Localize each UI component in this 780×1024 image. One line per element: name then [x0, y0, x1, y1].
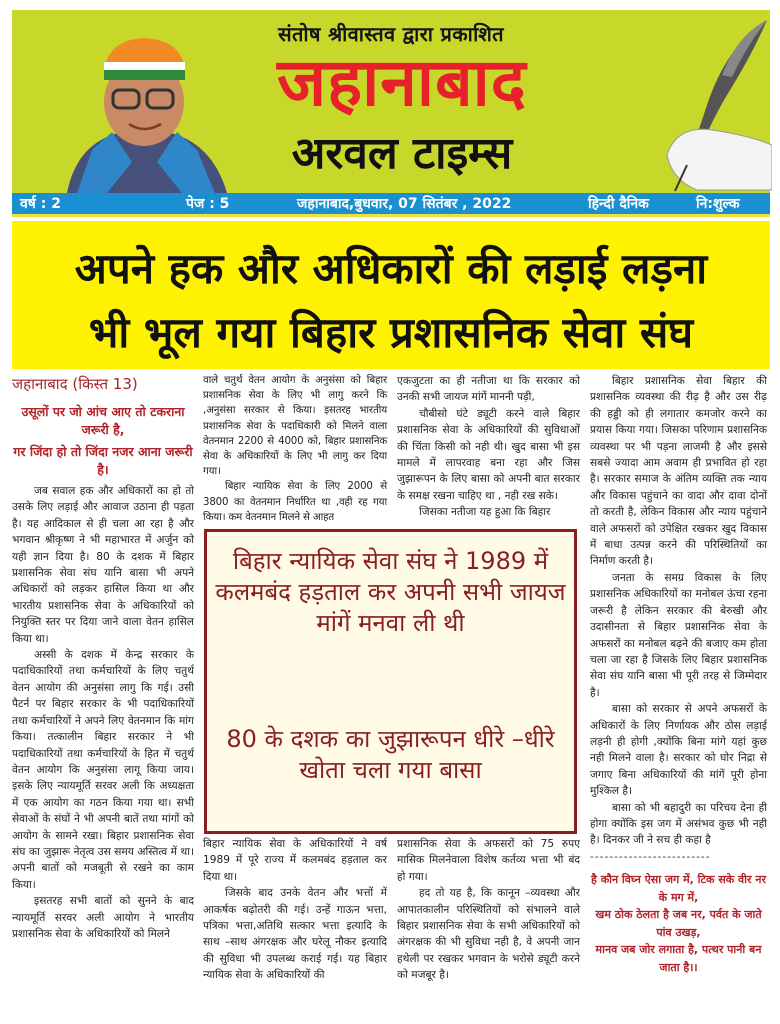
paragraph: हद तो यह है, कि कानून –व्यवस्था और आपातकालीन परिस्थितियों को संभालने वाले बिहार प्रशासनिक सेवा के सभी अधिकारियों को अंगरक्षक की भी सुविधा नही है, वे अपनी जान हथेली पर रखकर भगवान के भरोसे ड्यूटी करने को मजबूर है।	[397, 887, 580, 982]
poem-line: खम ठोक ठेलता है जब नर, पर्वत के जाते पांव उखड़,	[595, 908, 762, 939]
article-dateline: जहानाबाद (किस्त 13)	[12, 375, 138, 393]
article-column-3-continued	[397, 836, 580, 984]
paragraph: वाले चतुर्थ वेतन आयोग के अनुसंसा को बिहार प्रशासनिक सेवा के लिए भी लागु करने कि ,अनुसंसा सरकार से किया। इसतरह भारतीय प्रशासनिक सेवा के पदाधिकारी को मिलने वाला वेतनमान 2200 से 4000 को, बिहार प्रशासनिक सेवा के अधिकारियों के लिए भी लागु कर दिया गया।	[203, 375, 387, 478]
paragraph: इसतरह सभी बातों को सुनने के बाद न्यायमूर्ति सरवर अली आयोग ने भारतीय प्रशासनिक सेवा के अधिकारियों को मिलने	[12, 895, 194, 940]
paragraph: जब सवाल हक और अधिकारों का हो तो उसके लिए लड़ाई और आवाज उठाना ही पड़ता है। यह आदिकाल से ही चला आ रहा है और भगवान श्रीकृष्ण ने भी महाभारत में अर्जुन को यही ज्ञान दिया है। 80 के दशक में बिहार प्रशासनिक सेवा संघ यानि बासा भी अपने अधिकारों को लड़कर हासिल किया था और भारतीय प्रशासनिक सेवा के अधिकारियों को नियुक्ति स्तर पर दिया जाने वाला वेतन हासिल किया था।	[12, 485, 194, 645]
issue-dateline: जहानाबाद,बुधवार, 07 सितंबर , 2022	[297, 196, 512, 212]
issue-info-strip	[12, 193, 770, 214]
paragraph: प्रशासनिक सेवा के अफसरों को 75 रुपए मासिक मिलनेवाला विशेष कर्तव्य भत्ता भी बंद हो गया।	[397, 838, 580, 883]
headline-line-2: भी भूल गया बिहार प्रशासनिक सेवा संघ	[88, 308, 694, 357]
divider	[12, 214, 770, 217]
article-column-2-continued	[203, 836, 387, 984]
paragraph: जिसके बाद उनके वेतन और भत्तों में आकर्षक बढ़ोतरी की गई। उन्हें गाऊन भत्ता, पत्रिका भत्ता,अतिथि सत्कार भत्ता इत्यादि के साथ –साथ अंगरक्षक और घरेलू नौकर इत्यादि की सुविधा भी उपलब्ध कराई गई। यह बिहार न्यायिक सेवा के अधिकारियों की	[203, 887, 387, 982]
masthead	[12, 10, 770, 193]
article-column-3	[397, 373, 580, 521]
quill-pen-icon	[637, 15, 772, 193]
article-column-2	[203, 373, 387, 525]
price: नि:शुल्क	[696, 196, 740, 212]
poem-line: है कौन विघ्न ऐसा जग में, टिक सके वीर नर के मग में,	[591, 873, 766, 904]
headline-line-1: अपने हक और अधिकारों की लड़ाई लड़ना	[74, 244, 708, 293]
poem-verse	[590, 871, 767, 976]
paragraph: एकजुटता का ही नतीजा था कि सरकार को उनकी सभी जायज मांगें माननी पड़ी,	[397, 375, 580, 404]
callout-box	[204, 529, 577, 834]
paragraph: बासा को भी बहादुरी का परिचय देना ही होगा क्योंकि इस जग में असंभव कुछ भी नही है। दिनकर जी ने सच ही कहा है	[590, 801, 767, 847]
publisher-credit: संतोष श्रीवास्तव द्वारा प्रकाशित	[278, 22, 504, 46]
headline-band	[12, 221, 770, 369]
callout-text-2: 80 के दशक का जुझारूपन धीरे –धीरे खोता चला गया बासा	[226, 725, 555, 784]
issue-year: वर्ष : 2	[20, 196, 61, 212]
article-column-4	[590, 373, 767, 976]
paragraph: अस्सी के दशक में केन्द्र सरकार के पदाधिकारियों तथा कर्मचारियों के लिए चतुर्थ वेतन आयोग की अनुसंसा लागु कि गई। उसी पैटर्न पर बिहार सरकार के भी पदाधिकारियों तथा कर्मचारियों ने अपने लिए वेतनमान कि मांग किया। तत्कालीन बिहार सरकार ने भी पदाधिकारियों तथा कर्मचारियों के हित में चतुर्थ वेतन आयोग कि अनुसंसा लागू किया जाय। इसके लिए न्यायमूर्ति सरवर अली कि अध्यक्षता में एक आयोग का गठन किया गया था। सभी सेवाओं के संघों ने भी अपनी बातें तथा मांगों को आयोग के सामने रखा। बिहार प्रशासनिक सेवा संघ का जुझारू नेतृत्व उस समय अस्तित्व में था। अपनी बातों को मजबूती से रखने का काम किया।	[12, 649, 194, 891]
poem-line: मानव जब जोर लगाता है, पत्थर पानी बन जाता है।।	[595, 943, 762, 974]
article-column-1	[12, 373, 194, 942]
paragraph: बासा को सरकार से अपने अफसरों के अधिकारों के लिए निर्णायक और ठोस लड़ाई लड़नी ही होगी ,क्योंकि बिना मांगे यहां कुछ नही मिलने वाला है। सरकार को घोर निद्रा से जगाए बिना अधिकारियों की मांगें पूरी होना मुश्किल है।	[590, 703, 767, 798]
paragraph: जनता के समग्र विकास के लिए प्रशासनिक अधिकारियों का मनोबल ऊंचा रहना जरूरी है लेकिन सरकार की बेरुखी और उदासीनता से बिहार प्रशासनिक सेवा के अफसरों का मनोबल बढ़ने की बजाए कम होता चला जा रहा है जिसके लिए बिहार प्रशासनिक सेवा संघ यानि बासा भी पूरी तरह से जिम्मेदार है।	[590, 571, 767, 699]
newspaper-title: जहानाबाद	[277, 44, 527, 121]
newspaper-subtitle: अरवल टाइम्स	[291, 128, 513, 179]
paragraph: बिहार प्रशासनिक सेवा बिहार की प्रशासनिक व्यवस्था की रीढ़ है और उस रीढ़ की हड्डी को ही लगातार कमजोर करने का प्रयास किया गया। जिसका परिणाम प्रशासनिक व्यवस्था पर भी पड़ना लाजमी है और इससे सबसे ज्यादा आम अवाम ही प्रभावित हो रहा है। सरकार समाज के अंतिम व्यक्ति तक न्याय और विकास पहुंचाने का वादा और दावा दोनों तो करती है, लेकिन विकास और न्याय पहुंचाने वाले अफसरों को उपेक्षित रखकर खुद विकास में बाधा उत्पन्न करने की परिस्थितियों का निर्माण करती है।	[590, 375, 767, 568]
pull-quote-line: उसूलों पर जो आंच आए तो टकराना जरूरी है,	[21, 404, 185, 437]
page-number: पेज : 5	[186, 196, 230, 212]
paragraph: बिहार न्यायिक सेवा के अधिकारियों ने वर्ष 1989 में पूरे राज्य में कलमबंद हड़ताल कर दिया था।	[203, 838, 387, 883]
pull-quote-line: गर जिंदा हो तो जिंदा नजर आना जरूरी है।	[13, 444, 193, 477]
paragraph: बिहार न्यायिक सेवा के लिए 2000 से 3800 का वेतनमान निर्धारित था ,वही रह गया किया। कम वेतनमान मिलने से आहत	[203, 481, 387, 523]
dash-separator: -------------------------	[590, 850, 711, 863]
callout-text-1: बिहार न्यायिक सेवा संघ ने 1989 में कलमबंद हड़ताल कर अपनी सभी जायज मांगें मनवा ली थी	[215, 547, 566, 637]
paragraph: जिसका नतीजा यह हुआ कि बिहार	[419, 506, 551, 519]
paragraph: चौबीसो घंटे ड्यूटी करने वाले बिहार प्रशासनिक सेवा के अधिकारियों की सुविधाओं की चिंता किसी को नही थी। खुद बासा भी इस मामले में लापरवाह बना रहा और जिस जुझारूपन के लिए बासा को अपनी बात सरकार के समक्ष रखना चाहिए था , नही रख सके।	[397, 407, 580, 502]
publication-type: हिन्दी दैनिक	[588, 196, 649, 212]
